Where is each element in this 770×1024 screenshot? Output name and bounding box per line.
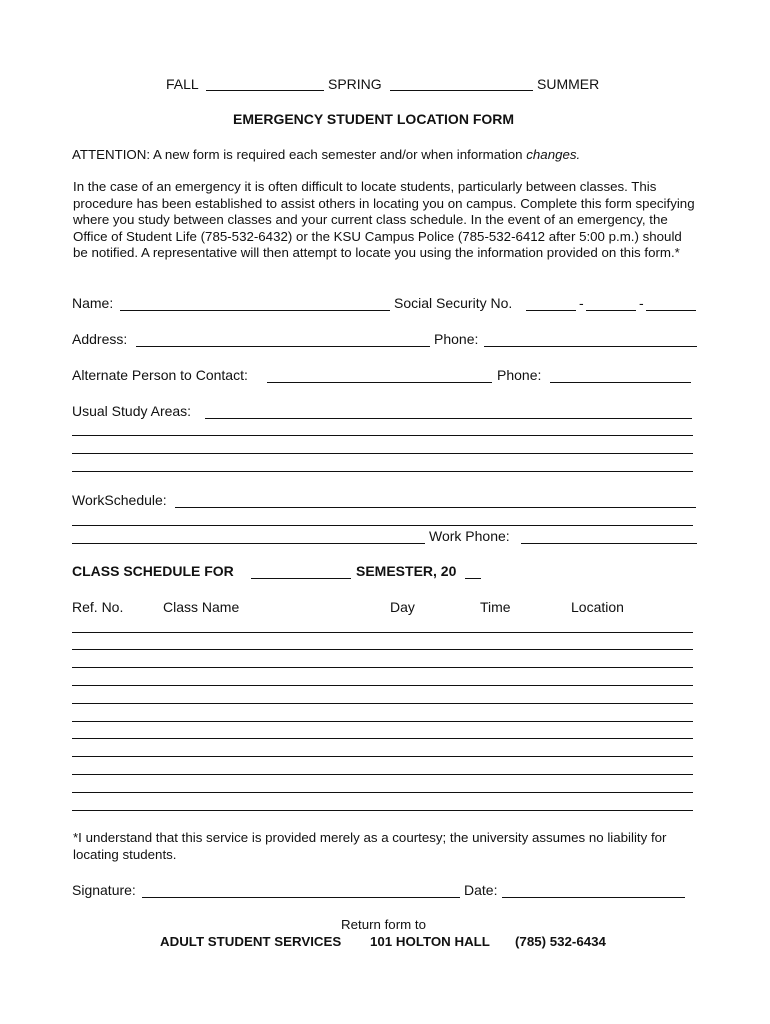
- alternate-contact-field[interactable]: [267, 382, 492, 383]
- schedule-year-field[interactable]: [465, 578, 481, 579]
- signature-field[interactable]: [142, 897, 460, 898]
- schedule-semester-field[interactable]: [251, 578, 351, 579]
- fall-label: FALL: [166, 76, 199, 92]
- disclaimer: *I understand that this service is provided merely as a courtesy; the university assumes no liability for locating students.: [73, 830, 667, 862]
- return-instruction: Return form to: [341, 917, 426, 932]
- schedule-row-line[interactable]: [72, 792, 693, 793]
- study-areas-field-3[interactable]: [72, 453, 693, 454]
- schedule-row-line[interactable]: [72, 649, 693, 650]
- schedule-row-line[interactable]: [72, 756, 693, 757]
- office-phone: (785) 532-6434: [515, 934, 606, 949]
- study-areas-field-1[interactable]: [205, 418, 692, 419]
- study-areas-field-4[interactable]: [72, 471, 693, 472]
- name-label: Name:: [72, 295, 114, 311]
- ssn-part3-field[interactable]: [646, 310, 696, 311]
- column-day: Day: [390, 599, 415, 615]
- ssn-dash-2: -: [639, 295, 644, 311]
- address-label: Address:: [72, 331, 128, 347]
- address-field[interactable]: [136, 346, 430, 347]
- spring-blank[interactable]: [390, 90, 533, 91]
- study-areas-field-2[interactable]: [72, 435, 693, 436]
- column-location: Location: [571, 599, 624, 615]
- alternate-contact-label: Alternate Person to Contact:: [72, 367, 248, 383]
- signature-label: Signature:: [72, 882, 136, 898]
- phone-label: Phone:: [434, 331, 479, 347]
- schedule-row-line[interactable]: [72, 703, 693, 704]
- work-schedule-field-2[interactable]: [72, 525, 693, 526]
- attention-notice: [72, 146, 580, 163]
- ssn-label: Social Security No.: [394, 295, 513, 311]
- ssn-part2-field[interactable]: [586, 310, 636, 311]
- class-schedule-heading: CLASS SCHEDULE FOR: [72, 563, 234, 579]
- ssn-part1-field[interactable]: [526, 310, 576, 311]
- column-time: Time: [480, 599, 511, 615]
- name-field[interactable]: [120, 310, 390, 311]
- schedule-row-line[interactable]: [72, 685, 693, 686]
- spring-label: SPRING: [328, 76, 382, 92]
- alternate-phone-label: Phone:: [497, 367, 542, 383]
- column-ref-no: Ref. No.: [72, 599, 124, 615]
- intro-paragraph: In the case of an emergency it is often difficult to locate students, particularly between classes. This procedure has been established to assist others in locating you on campus. Complete this form specifying where you study between classes and your current class schedule. In the event of an emergency, the Office of Student Life (785-532-6432) or the KSU Campus Police (785-532-6412 after 5:00 p.m.) should be notified. A representative will then attempt to locate you using the information provided on this form.*: [73, 179, 695, 261]
- column-class-name: Class Name: [163, 599, 240, 615]
- work-schedule-label: WorkSchedule:: [72, 492, 167, 508]
- form-title: EMERGENCY STUDENT LOCATION FORM: [233, 111, 515, 127]
- office-name: ADULT STUDENT SERVICES: [160, 934, 342, 949]
- ssn-dash-1: -: [579, 295, 584, 311]
- work-phone-field[interactable]: [521, 543, 697, 544]
- study-areas-label: Usual Study Areas:: [72, 403, 192, 419]
- work-schedule-field-3[interactable]: [72, 543, 425, 544]
- schedule-row-line[interactable]: [72, 632, 693, 633]
- summer-label: SUMMER: [537, 76, 600, 92]
- phone-field[interactable]: [484, 346, 697, 347]
- attention-italic: changes.: [526, 147, 581, 162]
- date-field[interactable]: [502, 897, 685, 898]
- fall-blank[interactable]: [206, 90, 324, 91]
- class-schedule-semester-year: SEMESTER, 20: [356, 563, 457, 579]
- office-location: 101 HOLTON HALL: [370, 934, 490, 949]
- schedule-row-line[interactable]: [72, 810, 693, 811]
- date-label: Date:: [464, 882, 498, 898]
- work-schedule-field-1[interactable]: [175, 507, 696, 508]
- attention-text: ATTENTION: A new form is required each semester and/or when information: [72, 147, 527, 162]
- schedule-row-line[interactable]: [72, 721, 693, 722]
- alternate-phone-field[interactable]: [550, 382, 691, 383]
- schedule-row-line[interactable]: [72, 667, 693, 668]
- schedule-row-line[interactable]: [72, 738, 693, 739]
- schedule-row-line[interactable]: [72, 774, 693, 775]
- work-phone-label: Work Phone:: [429, 528, 510, 544]
